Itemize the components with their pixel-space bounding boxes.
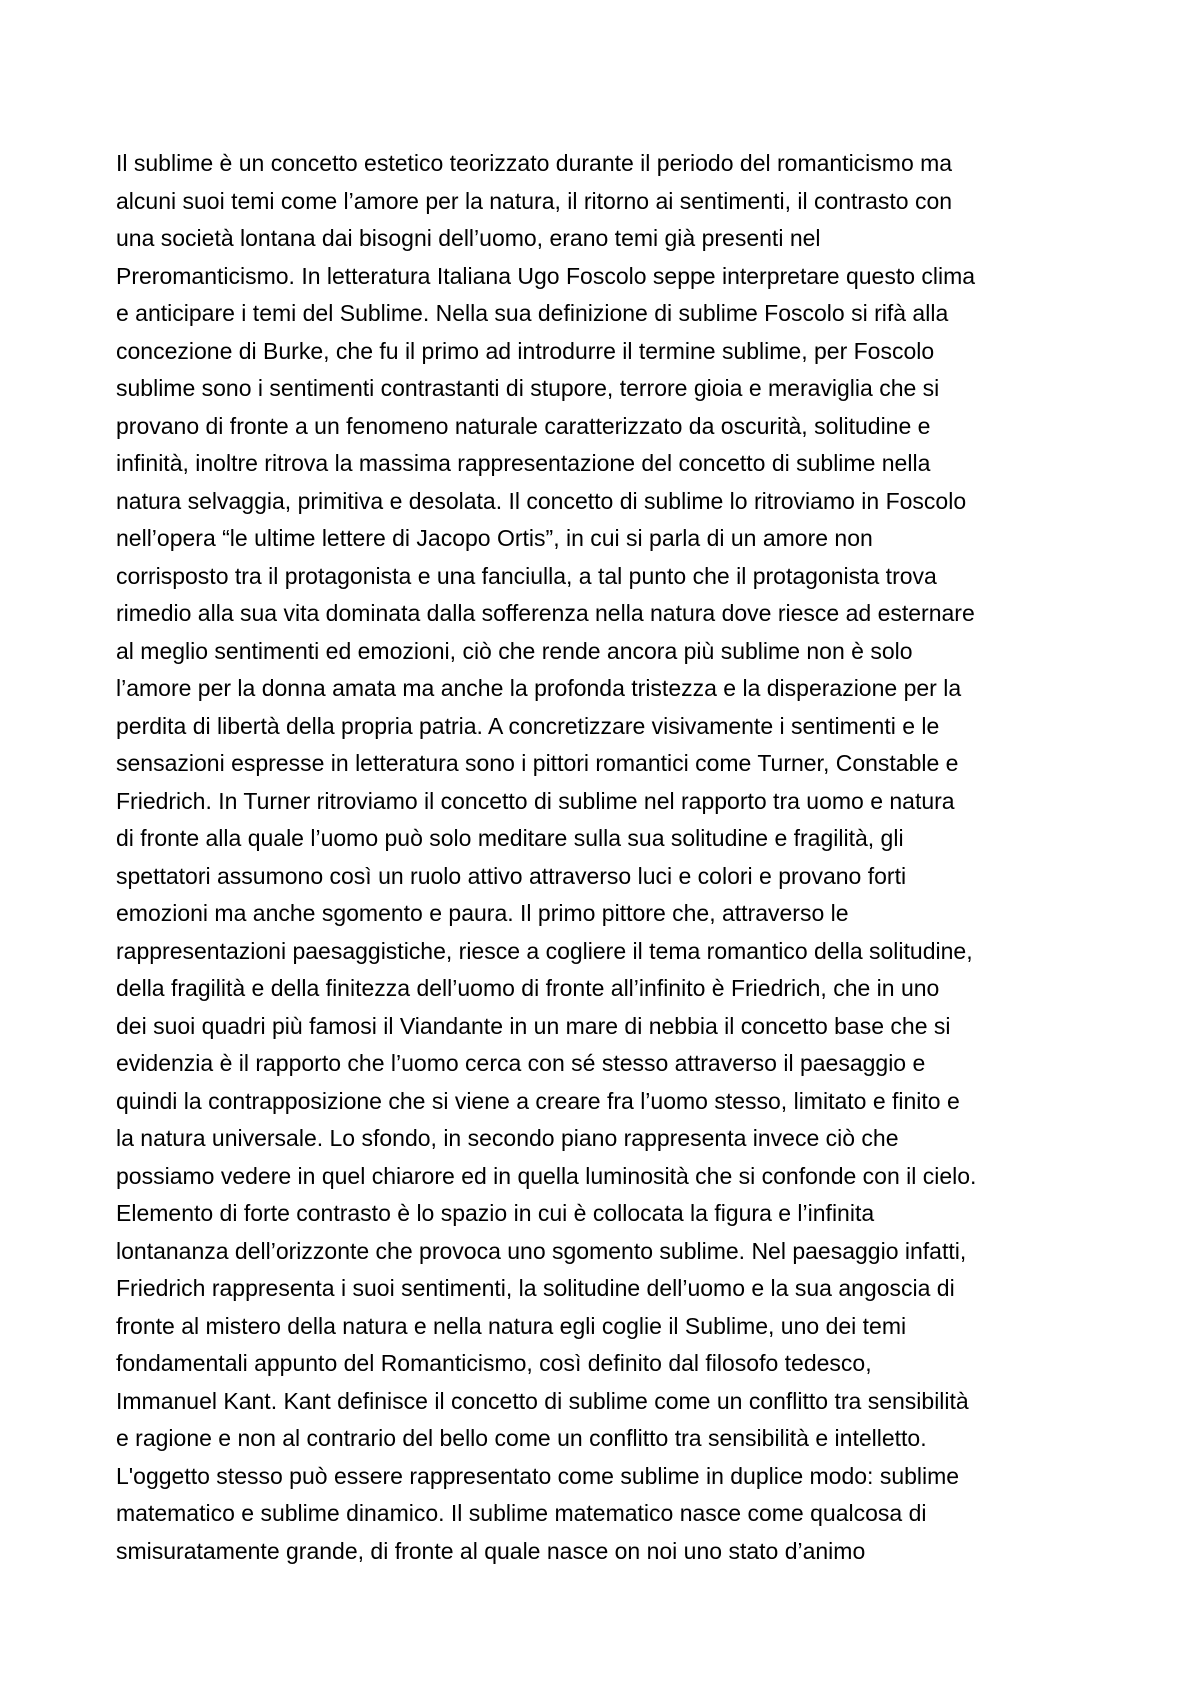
text-line: della fragilità e della finitezza dell’uomo di fronte all’infinito è Friedrich, che in uno [116,975,940,1001]
text-line: Friedrich. In Turner ritroviamo il concetto di sublime nel rapporto tra uomo e natura [116,787,955,814]
text-line: Il sublime è un concetto estetico teorizzato durante il periodo del romanticismo ma [116,150,953,176]
text-line: natura selvaggia, primitiva e desolata. Il concetto di sublime lo ritroviamo in Foscolo [116,487,967,514]
text-line: una società lontana dai bisogni dell’uomo, erano temi già presenti nel [116,225,821,251]
text-line: alcuni suoi temi come l’amore per la natura, il ritorno ai sentimenti, il contrasto con [116,187,953,214]
text-line: quindi la contrapposizione che si viene a creare fra l’uomo stesso, limitato e finito e [116,1087,960,1114]
text-line: sensazioni espresse in letteratura sono i pittori romantici come Turner, Constable e [116,750,959,776]
text-line: dei suoi quadri più famosi il Viandante in un mare di nebbia il concetto base che si [116,1012,951,1039]
text-line: Preromanticismo. In letteratura Italiana Ugo Foscolo seppe interpretare questo clima [116,262,976,289]
text-line: corrisposto tra il protagonista e una fanciulla, a tal punto che il protagonista trova [116,562,937,589]
text-line: spettatori assumono così un ruolo attivo attraverso luci e colori e provano forti [116,862,907,889]
text-line: evidenzia è il rapporto che l’uomo cerca con sé stesso attraverso il paesaggio e [116,1050,926,1076]
text-line: di fronte alla quale l’uomo può solo meditare sulla sua solitudine e fragilità, gli [116,825,904,851]
text-line: matematico e sublime dinamico. Il sublime matematico nasce come qualcosa di [116,1500,927,1526]
text-line: lontananza dell’orizzonte che provoca uno sgomento sublime. Nel paesaggio infatti, [116,1237,967,1264]
text-line: rappresentazioni paesaggistiche, riesce a cogliere il tema romantico della solitudine, [116,937,973,964]
text-line: e ragione e non al contrario del bello come un conflitto tra sensibilità e intelletto. [116,1425,927,1451]
text-line: sublime sono i sentimenti contrastanti di stupore, terrore gioia e meraviglia che si [116,375,940,401]
text-line: infinità, inoltre ritrova la massima rappresentazione del concetto di sublime nella [116,450,931,476]
text-line: Friedrich rappresenta i suoi sentimenti, la solitudine dell’uomo e la sua angoscia di [116,1275,955,1301]
text-line: Elemento di forte contrasto è lo spazio in cui è collocata la figura e l’infinita [116,1200,875,1226]
text-line: L'oggetto stesso può essere rappresentato come sublime in duplice modo: sublime [116,1462,960,1489]
body-text [116,145,1116,1570]
text-line: smisuratamente grande, di fronte al quale nasce on noi uno stato d’animo [116,1537,866,1564]
text-line: concezione di Burke, che fu il primo ad introdurre il termine sublime, per Foscolo [116,337,935,364]
text-line: emozioni ma anche sgomento e paura. Il primo pittore che, attraverso le [116,900,849,926]
text-line: Immanuel Kant. Kant definisce il concetto di sublime come un conflitto tra sensibilità [116,1387,969,1414]
text-line: fronte al mistero della natura e nella natura egli coglie il Sublime, uno dei temi [116,1312,907,1339]
text-line: al meglio sentimenti ed emozioni, ciò che rende ancora più sublime non è solo [116,637,913,664]
text-line: e anticipare i temi del Sublime. Nella sua definizione di sublime Foscolo si rifà alla [116,300,949,326]
text-line: possiamo vedere in quel chiarore ed in quella luminosità che si confonde con il cielo. [116,1162,977,1189]
text-line: l’amore per la donna amata ma anche la profonda tristezza e la disperazione per la [116,675,962,701]
text-line: rimedio alla sua vita dominata dalla sofferenza nella natura dove riesce ad esternare [116,600,975,626]
text-line: la natura universale. Lo sfondo, in secondo piano rappresenta invece ciò che [116,1125,899,1151]
text-line: nell’opera “le ultime lettere di Jacopo Ortis”, in cui si parla di un amore non [116,525,873,551]
text-line: fondamentali appunto del Romanticismo, così definito dal filosofo tedesco, [116,1350,872,1376]
text-line: provano di fronte a un fenomeno naturale caratterizzato da oscurità, solitudine e [116,412,931,439]
text-line: perdita di libertà della propria patria. A concretizzare visivamente i sentimenti e le [116,712,940,739]
